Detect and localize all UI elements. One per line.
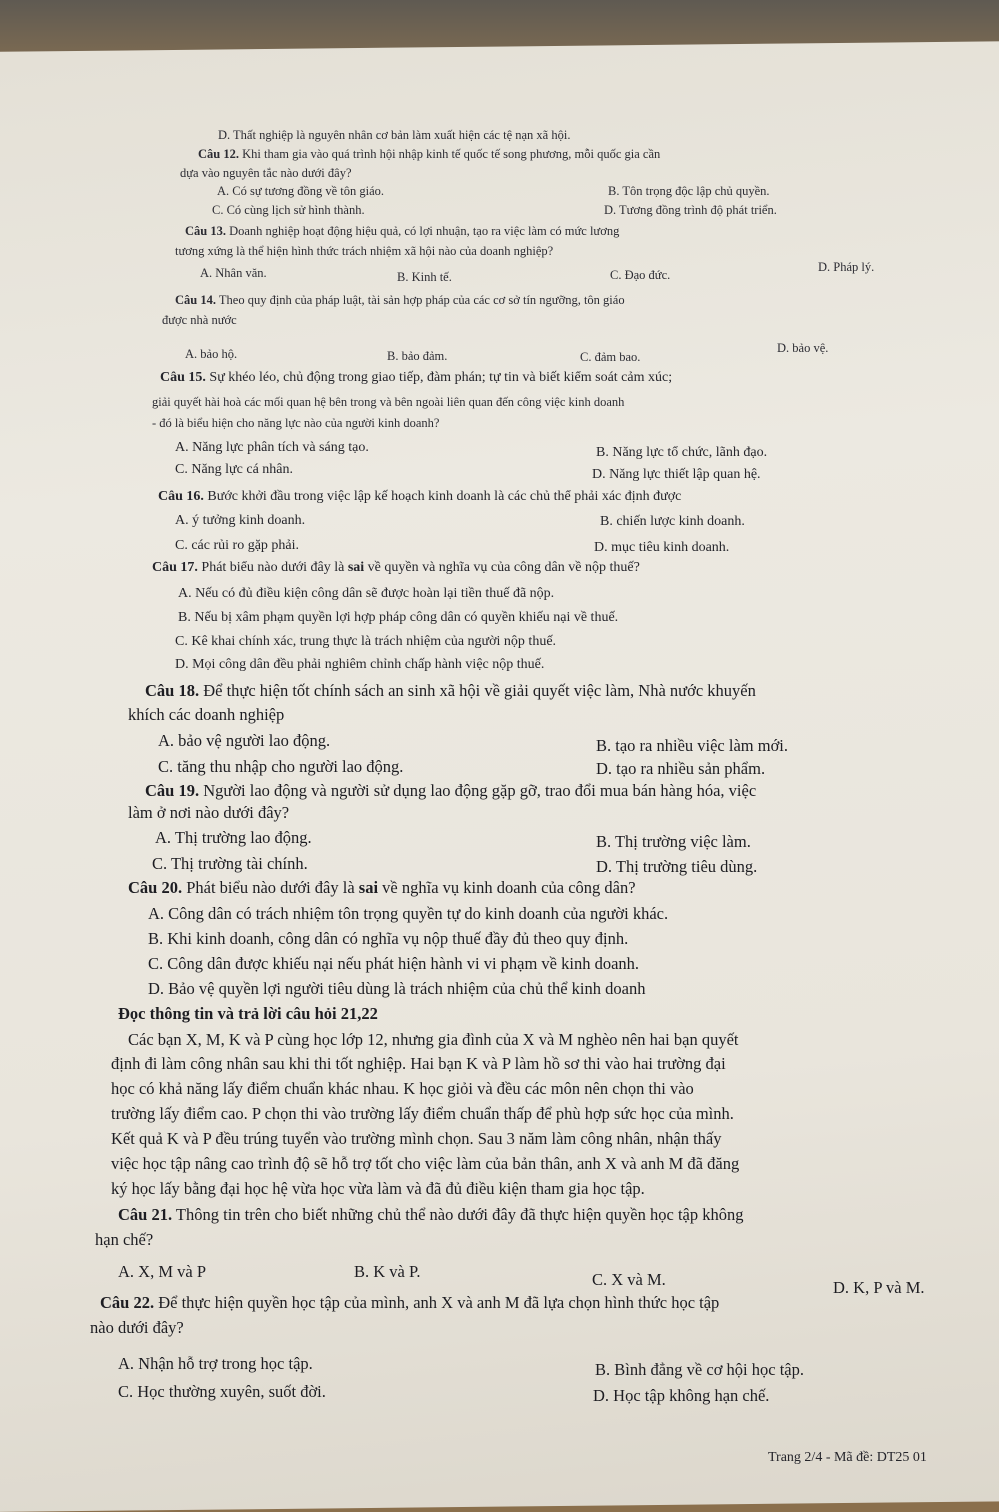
q20-option-d: D. Bảo vệ quyền lợi người tiêu dùng là trách nhiệm của chủ thể kinh doanh <box>148 979 646 998</box>
q19-option-b: B. Thị trường việc làm. <box>596 832 751 851</box>
reading-line: Kết quả K và P đều trúng tuyển vào trường mình chọn. Sau 3 năm làm công nhân, nhận thấy <box>111 1129 722 1148</box>
q20-option-b: B. Khi kinh doanh, công dân có nghĩa vụ nộp thuế đầy đủ theo quy định. <box>148 929 629 948</box>
q14-stem-cont: được nhà nước <box>162 313 237 327</box>
q19-option-d: D. Thị trường tiêu dùng. <box>596 857 758 876</box>
reading-title: Đọc thông tin và trả lời câu hỏi 21,22 <box>118 1004 378 1023</box>
q22-option-b: B. Bình đẳng về cơ hội học tập. <box>595 1360 804 1379</box>
q14-option-b: B. bảo đảm. <box>387 349 448 363</box>
q18-option-b: B. tạo ra nhiều việc làm mới. <box>596 736 789 755</box>
q13-option-d: D. Pháp lý. <box>818 260 875 274</box>
q15-option-a: A. Năng lực phân tích và sáng tạo. <box>175 440 369 455</box>
q19-option-c: C. Thị trường tài chính. <box>152 854 308 873</box>
q12-option-c: C. Có cùng lịch sử hình thành. <box>212 203 365 217</box>
q12-stem-cont: dựa vào nguyên tắc nào dưới đây? <box>180 166 352 180</box>
q20-stem: Câu 20. Phát biểu nào dưới đây là sai về nghĩa vụ kinh doanh của công dân? <box>128 878 636 897</box>
reading-line: định đi làm công nhân sau khi thi tốt nghiệp. Hai bạn K và P làm hồ sơ thi vào hai trường đại <box>111 1054 726 1073</box>
q13-stem: Câu 13. Doanh nghiệp hoạt động hiệu quả, có lợi nhuận, tạo ra việc làm có mức lương <box>185 224 620 238</box>
q13-option-a: A. Nhân văn. <box>200 266 267 280</box>
q18-option-d: D. tạo ra nhiều sản phẩm. <box>596 759 766 778</box>
q18-option-c: C. tăng thu nhập cho người lao động. <box>158 757 404 776</box>
q17-option-d: D. Mọi công dân đều phải nghiêm chỉnh chấp hành việc nộp thuế. <box>175 657 545 672</box>
q12-option-a: A. Có sự tương đồng về tôn giáo. <box>217 184 385 198</box>
reading-line: học có khả năng lấy điểm chuẩn khác nhau. K học giỏi và đều các môn nên chọn thi vào <box>111 1079 694 1098</box>
q15-stem-cont: giải quyết hài hoà các mối quan hệ bên trong và bên ngoài liên quan đến công việc kinh doanh <box>152 395 625 409</box>
q11-option-d: D. Thất nghiệp là nguyên nhân cơ bản làm xuất hiện các tệ nạn xã hội. <box>218 128 571 142</box>
q12-option-d: D. Tương đồng trình độ phát triển. <box>604 203 777 217</box>
q19-stem: Câu 19. Người lao động và người sử dụng lao động gặp gỡ, trao đổi mua bán hàng hóa, việc <box>145 781 757 800</box>
q13-option-b: B. Kinh tế. <box>397 270 452 284</box>
q21-stem-cont: hạn chế? <box>95 1230 154 1249</box>
q13-option-c: C. Đạo đức. <box>610 268 671 282</box>
q21-option-d: D. K, P và M. <box>833 1278 925 1297</box>
reading-line: việc học tập nâng cao trình độ sẽ hỗ trợ tốt cho việc làm của bản thân, anh X và anh M đã đăng <box>111 1154 740 1173</box>
q22-option-a: A. Nhận hỗ trợ trong học tập. <box>118 1354 313 1373</box>
q15-option-b: B. Năng lực tổ chức, lãnh đạo. <box>596 445 768 460</box>
page-footer: Trang 2/4 - Mã đề: DT25 01 <box>768 1450 927 1465</box>
q17-option-a: A. Nếu có đủ điều kiện công dân sẽ được hoàn lại tiền thuế đã nộp. <box>178 586 555 601</box>
q16-option-d: D. mục tiêu kinh doanh. <box>594 540 730 555</box>
q21-option-a: A. X, M và P <box>118 1262 207 1281</box>
reading-line: trường lấy điểm cao. P chọn thi vào trường lấy điểm chuẩn thấp để phù hợp sức học của mình. <box>111 1104 734 1123</box>
q16-stem: Câu 16. Bước khởi đầu trong việc lập kế hoạch kinh doanh là các chủ thể phải xác định được <box>158 489 682 504</box>
q17-option-b: B. Nếu bị xâm phạm quyền lợi hợp pháp công dân có quyền khiếu nại về thuế. <box>178 610 619 625</box>
q18-stem-cont: khích các doanh nghiệp <box>128 705 285 724</box>
q18-stem: Câu 18. Để thực hiện tốt chính sách an sinh xã hội về giải quyết việc làm, Nhà nước khuyến <box>145 681 756 700</box>
q15-stem: Câu 15. Sự khéo léo, chủ động trong giao tiếp, đàm phán; tự tin và biết kiểm soát cảm xúc; <box>160 370 673 385</box>
q19-option-a: A. Thị trường lao động. <box>155 828 312 847</box>
q16-option-c: C. các rủi ro gặp phải. <box>175 538 300 553</box>
q22-stem: Câu 22. Để thực hiện quyền học tập của mình, anh X và anh M đã lựa chọn hình thức học tập <box>100 1293 720 1312</box>
reading-line: ký học lấy bằng đại học hệ vừa học vừa làm và đã đủ điều kiện tham gia học tập. <box>111 1179 645 1198</box>
q17-option-c: C. Kê khai chính xác, trung thực là trách nhiệm của người nộp thuế. <box>175 634 557 649</box>
reading-line: Các bạn X, M, K và P cùng học lớp 12, nhưng gia đình của X và M nghèo nên hai bạn quyết <box>128 1030 739 1049</box>
q21-option-c: C. X và M. <box>592 1270 666 1289</box>
q12-option-b: B. Tôn trọng độc lập chủ quyền. <box>608 184 770 198</box>
q16-option-a: A. ý tưởng kinh doanh. <box>175 513 306 528</box>
q14-option-a: A. bảo hộ. <box>185 347 238 361</box>
q17-stem: Câu 17. Phát biểu nào dưới đây là sai về quyền và nghĩa vụ của công dân về nộp thuế? <box>152 560 640 575</box>
q22-option-c: C. Học thường xuyên, suốt đời. <box>118 1382 326 1401</box>
q15-option-d: D. Năng lực thiết lập quan hệ. <box>592 467 761 482</box>
q12-stem: Câu 12. Khi tham gia vào quá trình hội nhập kinh tế quốc tế song phương, mỗi quốc gia cần <box>198 147 661 161</box>
q21-stem: Câu 21. Thông tin trên cho biết những chủ thể nào dưới đây đã thực hiện quyền học tập không <box>118 1205 744 1224</box>
q15-stem-cont2: - đó là biểu hiện cho năng lực nào của người kinh doanh? <box>152 416 440 430</box>
q14-option-c: C. đảm bao. <box>580 350 641 364</box>
q20-option-a: A. Công dân có trách nhiệm tôn trọng quyền tự do kinh doanh của người khác. <box>148 904 669 923</box>
q15-option-c: C. Năng lực cá nhân. <box>175 462 293 477</box>
q16-option-b: B. chiến lược kinh doanh. <box>600 514 745 529</box>
q14-stem: Câu 14. Theo quy định của pháp luật, tài sản hợp pháp của các cơ sở tín ngưỡng, tôn giáo <box>175 293 625 307</box>
q22-option-d: D. Học tập không hạn chế. <box>593 1386 770 1405</box>
q13-stem-cont: tương xứng là thể hiện hình thức trách nhiệm xã hội nào của doanh nghiệp? <box>175 244 554 258</box>
q19-stem-cont: làm ở nơi nào dưới đây? <box>128 803 290 822</box>
q18-option-a: A. bảo vệ người lao động. <box>158 731 331 750</box>
q21-option-b: B. K và P. <box>354 1262 421 1281</box>
q14-option-d: D. bảo vệ. <box>777 341 829 355</box>
q22-stem-cont: nào dưới đây? <box>90 1318 184 1337</box>
q20-option-c: C. Công dân được khiếu nại nếu phát hiện hành vi vi phạm về kinh doanh. <box>148 954 640 973</box>
